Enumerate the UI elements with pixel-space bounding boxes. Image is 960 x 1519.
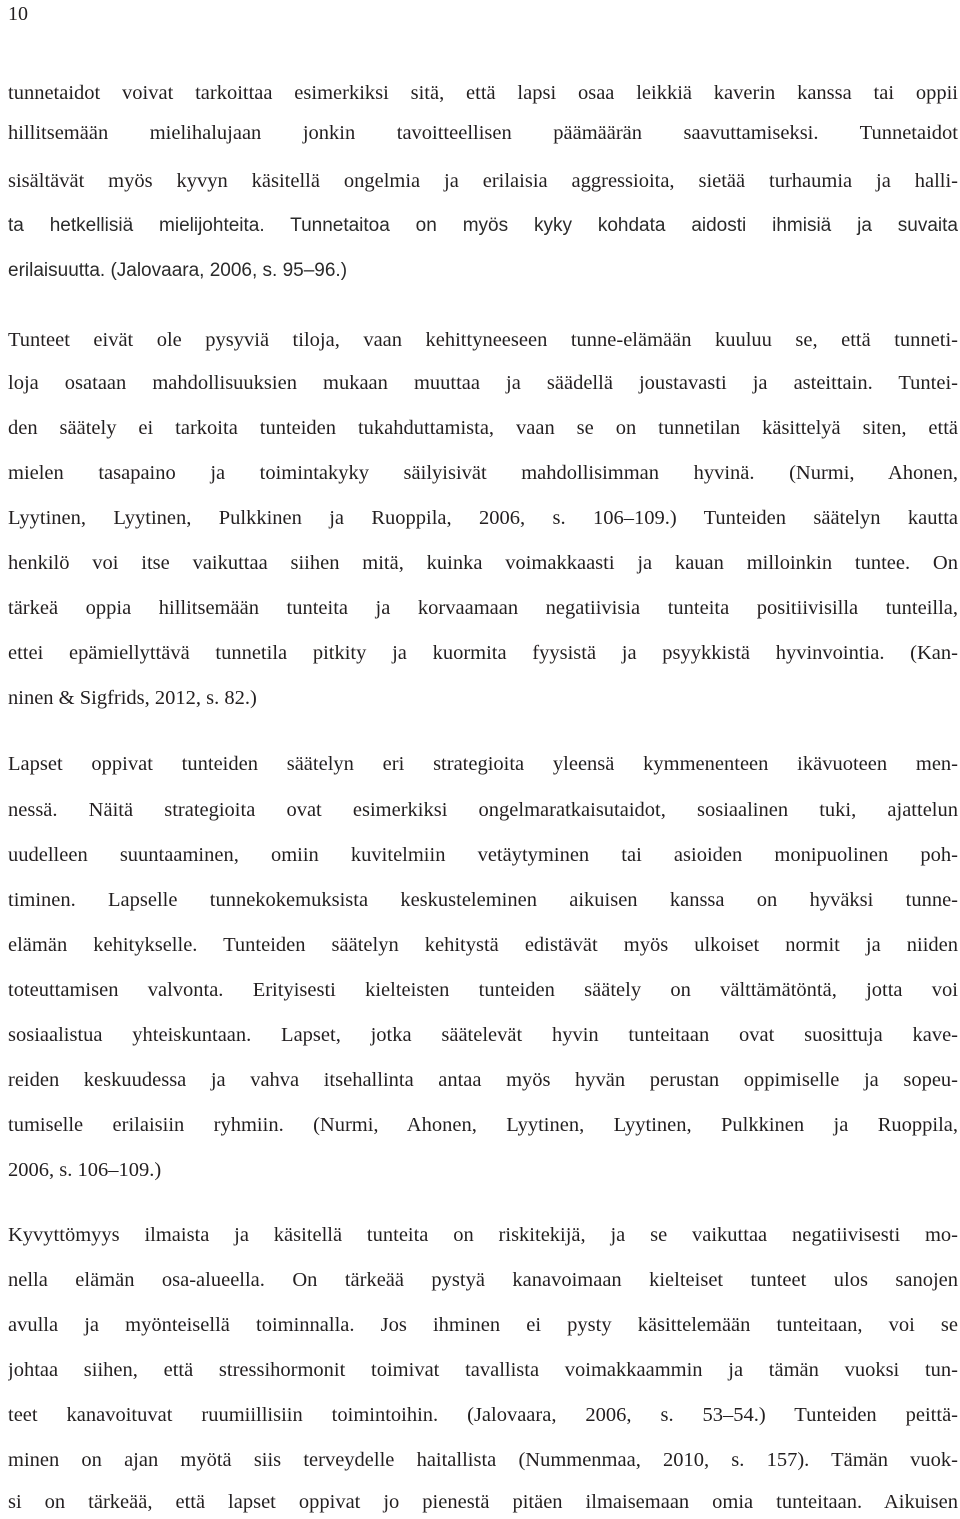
text-line: henkilö voi itse vaikuttaa siihen mitä, kuinka voimakkaasti ja kauan milloinkin tuntee. On (8, 552, 958, 574)
text-line: Tunteet eivät ole pysyviä tiloja, vaan kehittyneeseen tunne-elämään kuuluu se, että tunneti- (8, 329, 958, 351)
text-line: tumiselle erilaisiin ryhmiin. (Nurmi, Ahonen, Lyytinen, Lyytinen, Pulkkinen ja Ruoppila, (8, 1114, 958, 1136)
text-line: minen on ajan myötä siis terveydelle haitallista (Nummenmaa, 2010, s. 157). Tämän vuok- (8, 1449, 958, 1471)
text-line: sosiaalistua yhteiskuntaan. Lapset, jotka säätelevät hyvin tunteitaan ovat suosittuja kave- (8, 1024, 958, 1046)
text-line: ta hetkellisiä mielijohteita. Tunnetaitoa on myös kyky kohdata aidosti ihmisiä ja suvaita (8, 215, 958, 236)
text-line: loja osataan mahdollisuuksien mukaan muuttaa ja säädellä joustavasti ja asteittain. Tuntei- (8, 372, 958, 394)
text-line: ettei epämiellyttävä tunnetila pitkity ja kuormita fyysistä ja psyykkistä hyvinvointia. (Kan- (8, 642, 958, 664)
text-line: nella elämän osa-alueella. On tärkeää pystyä kanavoimaan kielteiset tunteet ulos sanojen (8, 1269, 958, 1291)
text-line: erilaisuutta. (Jalovaara, 2006, s. 95–96.) (8, 260, 348, 281)
text-line: hillitsemään mielihalujaan jonkin tavoitteellisen päämäärän saavuttamiseksi. Tunnetaidot (8, 122, 958, 144)
text-line: sisältävät myös kyvyn käsitellä ongelmia ja erilaisia aggressioita, sietää turhaumia ja halli- (8, 170, 958, 192)
text-line: tunnetaidot voivat tarkoittaa esimerkiksi sitä, että lapsi osaa leikkiä kaverin kanssa tai oppii (8, 82, 958, 104)
text-line: reiden keskuudessa ja vahva itsehallinta antaa myös hyvän perustan oppimiselle ja sopeu- (8, 1069, 958, 1091)
text-line: teet kanavoituvat ruumiillisiin toimintoihin. (Jalovaara, 2006, s. 53–54.) Tunteiden peittä- (8, 1404, 958, 1426)
text-line: ninen & Sigfrids, 2012, s. 82.) (8, 687, 257, 709)
text-line: tärkeä oppia hillitsemään tunteita ja korvaamaan negatiivisia tunteita positiivisilla tunteilla, (8, 597, 958, 619)
page-number: 10 (8, 3, 28, 25)
text-line: johtaa siihen, että stressihormonit toimivat tavallista voimakkaammin ja tämän vuoksi tun- (8, 1359, 958, 1381)
text-line: elämän kehitykselle. Tunteiden säätelyn kehitystä edistävät myös ulkoiset normit ja niiden (8, 934, 958, 956)
text-line: Lapset oppivat tunteiden säätelyn eri strategioita yleensä kymmenenteen ikävuoteen men- (8, 753, 958, 775)
text-line: uudelleen suuntaaminen, omiin kuvitelmiin vetäytyminen tai asioiden monipuolinen poh- (8, 844, 958, 866)
text-line: timinen. Lapselle tunnekokemuksista keskusteleminen aikuisen kanssa on hyväksi tunne- (8, 889, 958, 911)
text-line: Lyytinen, Lyytinen, Pulkkinen ja Ruoppila, 2006, s. 106–109.) Tunteiden säätelyn kautta (8, 507, 958, 529)
text-line: mielen tasapaino ja toimintakyky säilyisivät mahdollisimman hyvinä. (Nurmi, Ahonen, (8, 462, 958, 484)
text-line: nessä. Näitä strategioita ovat esimerkiksi ongelmaratkaisutaidot, sosiaalinen tuki, ajattelun (8, 799, 958, 821)
text-line: Kyvyttömyys ilmaista ja käsitellä tunteita on riskitekijä, ja se vaikuttaa negatiivisesti mo- (8, 1224, 958, 1246)
text-line: den säätely ei tarkoita tunteiden tukahduttamista, vaan se on tunnetilan käsittelyä siten, että (8, 417, 958, 439)
text-line: 2006, s. 106–109.) (8, 1159, 162, 1181)
text-line: avulla ja myönteisellä toiminnalla. Jos ihminen ei pysty käsittelemään tunteitaan, voi se (8, 1314, 958, 1336)
text-line: toteuttamisen valvonta. Erityisesti kielteisten tunteiden säätely on välttämätöntä, jotta voi (8, 979, 958, 1001)
text-line: si on tärkeää, että lapset oppivat jo pienestä pitäen ilmaisemaan omia tunteitaan. Aikuisen (8, 1491, 958, 1513)
